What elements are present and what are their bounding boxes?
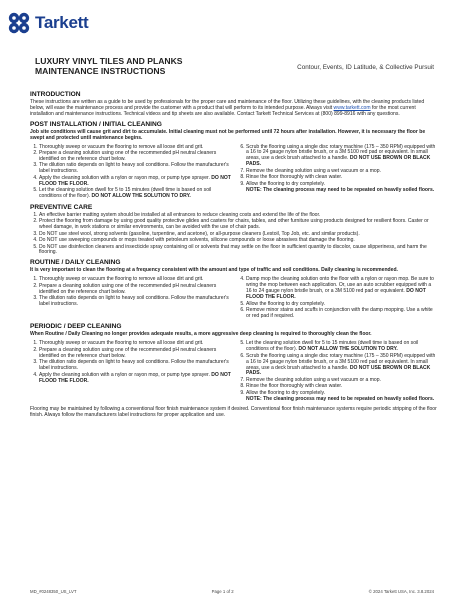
preventive-heading: PREVENTIVE CARE [30,203,93,211]
document-subtitle: Contour, Events, ID Latitude, & Collective Pursuit [297,64,434,71]
document-title [35,56,183,76]
preventive-list [30,213,438,257]
periodic-note: When Routine / Daily Cleaning no longer provides adequate results, a more aggressive deep cleaning is required to thoroughly clean the floor. [30,331,372,338]
brand-name: Tarkett [35,13,89,32]
routine-section [30,259,438,320]
periodic-steps-right [237,341,438,403]
list-item: 2. Prepare a cleaning solution using one of the recommended pH neutral cleaners identified on the reference chart below. [39,284,231,296]
list-item: 4. Apply the cleaning solution with a nylon or rayon mop, or pump type sprayer. DO NOT FLOOD THE FLOOR. [39,176,231,188]
list-item: 5. Allow the flooring to dry completely. [246,302,438,308]
list-item: 2. Prepare a cleaning solution using one of the recommended pH neutral cleaners identified on the reference chart below. [39,151,231,163]
list-item: 1. Thoroughly sweep or vacuum the flooring to remove all loose dirt and grit. [39,341,231,347]
periodic-section [30,323,438,403]
list-item: 9. Allow the flooring to dry completely. NOTE: The cleaning process may need to be repeated on heavily soiled floors. [246,391,438,403]
intro-text: These instructions are written as a guide to be used by professionals for the proper care and maintenance of the floor. Utilizing these guidelines, with the cleaning products listed below, will ease the maintenance process and provide the customer with a product that will perform to its intended purpose. Always visit www.tarkett.com for the most current installation and maintenance instructions. Technical videos and tip sheets are also available. Contact Tarkett Technical Services at (800) 899-8916 with any questions. [30,99,425,117]
list-item: 7. Remove the cleaning solution using a wet vacuum or a mop. [246,378,438,384]
preventive-section [30,204,438,257]
copyright: © 2024 Tarkett USA, Inc. 3.8.2024 [368,589,434,594]
post-install-section [30,121,438,201]
list-item: 3. The dilution ratio depends on light to heavy soil conditions. Follow the manufacturer's label instructions. [39,296,231,308]
brand-logo [6,10,88,36]
post-install-steps-left [30,145,231,201]
routine-note: It is very important to clean the flooring at a frequency consistent with the amount and type of traffic and soil conditions. Daily cleaning is recommended. [30,267,398,274]
list-item: 6. Scrub the flooring using a single disc rotary machine (175 – 350 RPM) equipped with a 16 to 24 gauge nylon bristle brush, or a 3M 5100 red pad or equivalent. In small areas, use a deck brush attached to a handle. DO NOT USE BROWN OR BLACK PADS. [246,145,438,169]
routine-heading: ROUTINE / DAILY CLEANING [30,259,121,267]
page-number: Page 1 of 2 [211,589,234,594]
post-install-note: Job site conditions will cause grit and dirt to accumulate. Initial cleaning must not be performed until 72 hours after installation. However, it is necessary the floor be swept and protected until maintenance begins. [30,128,426,141]
list-item: 4. Damp mop the cleaning solution onto the floor with a nylon or rayon mop. Be sure to wring the mop between each application. Or, use an auto scrubber equipped with a 16 to 24 gauge nylon bristle brush, or a 3M 5100 red pad or equivalent. DO NOT FLOOD THE FLOOR. [246,277,438,301]
periodic-heading: PERIODIC / DEEP CLEANING [30,323,122,331]
list-item: 1. Thoroughly sweep or vacuum the flooring to remove all loose dirt and grit. [39,145,231,151]
intro-heading: INTRODUCTION [30,91,81,98]
list-item: 3. The dilution ratio depends on light to heavy soil conditions. Follow the manufacturer's label instructions. [39,163,231,175]
closing-note: Flooring may be maintained by following a conventional floor finish maintenance system if desired. Conventional floor finish maintenance systems require periodic stripping of the floor finish. Always follow the manufacturers label instructions for proper application and use. [30,406,437,419]
list-item: 5. Let the cleaning solution dwell for 5 to 15 minutes (dwell time is based on soil conditions of the floor). DO NOT ALLOW THE SOLUTION TO DRY. [246,341,438,353]
list-item: 6. Remove minor stains and scuffs in conjunction with the damp mopping. Use a white or red pad if required. [246,308,438,320]
list-item: 2. Protect the flooring from damage by using good quality protective glides and casters for chairs, tables, and other furniture using products designed for resilient floors. Caster or wheel damage, in work stations or similar environments, can be avoided with the use of chair pads. [39,219,438,231]
list-item: 8. Rinse the floor thoroughly with clean water. [246,175,438,181]
post-install-heading: POST INSTALLATION / INITIAL CLEANING [30,120,162,128]
list-item: 3. The dilution ratio depends on light to heavy soil conditions. Follow the manufacturer's label instructions. [39,360,231,372]
document-id: MD_#0248350_US_LVT [30,589,77,594]
routine-steps-right [237,277,438,320]
periodic-steps-left [30,341,231,403]
list-item: 5. Let the cleaning solution dwell for 5 to 15 minutes (dwell time is based on soil conditions of the floor). DO NOT ALLOW THE SOLUTION TO DRY. [39,188,231,200]
list-item: 2. Prepare a cleaning solution using one of the recommended pH neutral cleaners identified on the reference chart below. [39,348,231,360]
list-item: 5. Do NOT use disinfection cleaners and insecticide spray containing oil or solvents that may settle on the floor in sufficient quantity to discolor, cause slipperiness, and harm the flooring. [39,245,438,257]
page-footer [30,589,434,594]
tarkett-logo-icon [6,10,32,36]
list-item: 8. Rinse the floor thoroughly with clean water. [246,384,438,390]
list-item: 1. Thoroughly sweep or vacuum the flooring to remove all loose dirt and grit. [39,277,231,283]
routine-steps-left [30,277,231,320]
title-line-2: MAINTENANCE INSTRUCTIONS [35,66,166,76]
title-line-1: LUXURY VINYL TILES AND PLANKS [35,56,183,66]
post-install-steps-right [237,145,438,201]
tarkett-website-link[interactable]: www.tarkett.com [333,104,371,111]
document-body [30,91,438,422]
list-item: 4. Do NOT use sweeping compounds or mops treated with petroleum solvents, silicone compounds or loose abrasives that damage the flooring. [39,238,438,244]
list-item: 7. Remove the cleaning solution using a wet vacuum or a mop. [246,169,438,175]
list-item: 4. Apply the cleaning solution with a nylon or rayon mop, or pump type sprayer. DO NOT FLOOD THE FLOOR. [39,373,231,385]
intro-section [30,91,438,118]
list-item: 6. Scrub the flooring using a single disc rotary machine (175 – 350 RPM) equipped with a 16 to 24 gauge nylon bristle brush, or a 3M 5100 red pad or equivalent. In small areas, use a deck brush attached to a handle. DO NOT USE BROWN OR BLACK PADS. [246,354,438,378]
list-item: 3. Do NOT use steel wool, strong solvents (gasoline, turpentine, and acetone), or all-purpose cleaners (Lestoil, Top Job, etc. and similar products). [39,232,438,238]
list-item: 9. Allow the flooring to dry completely. NOTE: The cleaning process may need to be repeated on heavily soiled floors. [246,182,438,194]
list-item: 1. An effective barrier matting system should be installed at all entrances to reduce cleaning costs and extend the life of the floor. [39,213,438,219]
